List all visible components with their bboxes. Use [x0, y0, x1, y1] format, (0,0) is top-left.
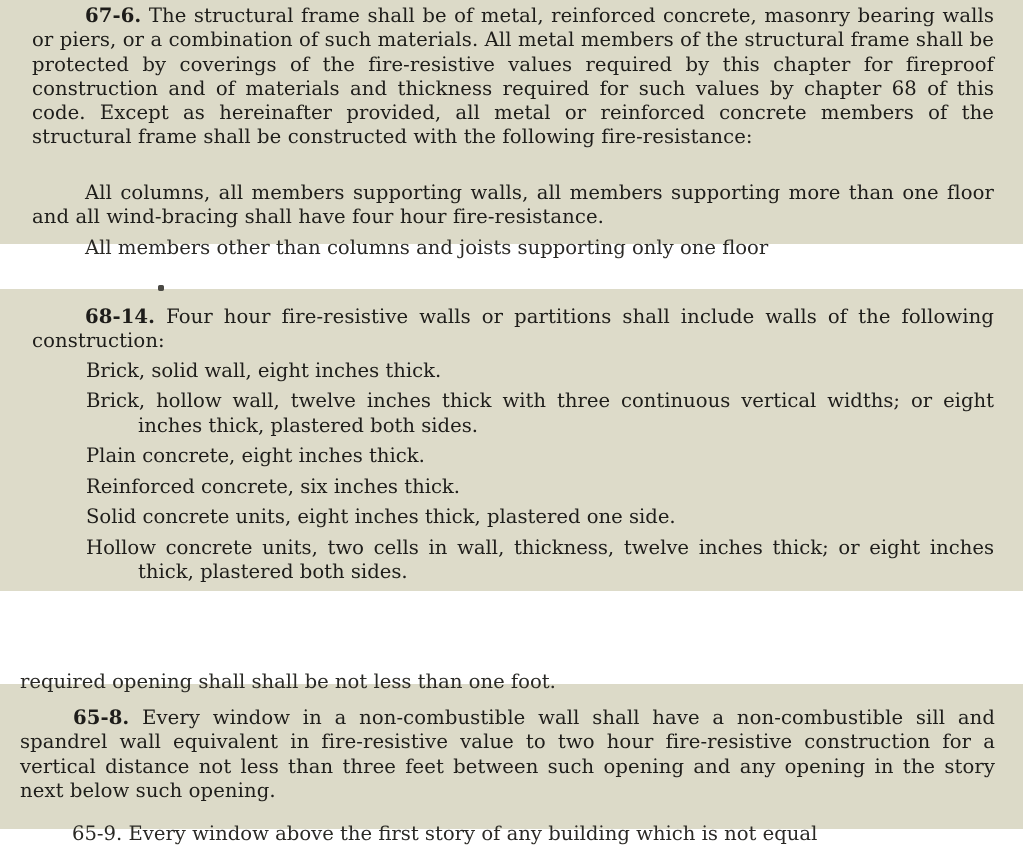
section-number: 67-6.: [85, 4, 142, 27]
paragraph-text: The structural frame shall be of metal, reinforced concrete, masonry bearing walls or piers, or a combination of such materials. All metal members of the structural frame shall be protected by coverings of the fire-resistive values required by this chapter for fireproof construction and of materials and thickness required for such values by chapter 68 of this code. Except as hereinafter provided, all metal or reinforced concrete members of the structural frame shall be constructed with the following fire-resistance:: [32, 4, 994, 149]
list-item: Hollow concrete units, two cells in wall, thickness, twelve inches thick; or eight inches thick, plastered both sides.: [86, 535, 994, 584]
page-excerpt-68-14: [0, 289, 1023, 591]
paragraph-68-14: [32, 305, 994, 354]
page-excerpt-67-6: [0, 0, 1023, 259]
section-number: 65-8.: [73, 706, 130, 729]
cut-off-text-line: 65-9. Every window above the first story of any building which is not equal: [72, 822, 818, 845]
paragraph-text: All columns, all members supporting walls, all members supporting more than one floor and all wind-bracing shall have four hour fire-resistance.: [32, 181, 994, 229]
paragraph-67-6: [32, 4, 994, 150]
cut-off-text-fragment: [158, 285, 164, 291]
cut-off-text-line: required opening shall shall be not less than one foot.: [20, 670, 556, 693]
list-item: Brick, solid wall, eight inches thick.: [86, 359, 442, 382]
page-excerpt-65-8: [0, 670, 1023, 845]
paragraph-text: Four hour fire-resistive walls or partitions shall include walls of the following construction:: [32, 305, 994, 353]
list-item: Plain concrete, eight inches thick.: [86, 444, 425, 468]
cut-off-text-line: All members other than columns and joists supporting only one floor: [85, 236, 769, 259]
construction-list: [86, 359, 994, 591]
list-item: Solid concrete units, eight inches thick, plastered one side.: [86, 505, 676, 529]
section-number: 68-14.: [85, 305, 156, 328]
list-item: Reinforced concrete, six inches thick.: [86, 474, 461, 498]
paragraph-65-8: [20, 706, 995, 803]
paragraph-columns-fire-resistance: [32, 181, 994, 230]
list-item: Brick, hollow wall, twelve inches thick with three continuous vertical widths; or eight inches thick, plastered both sides.: [86, 389, 994, 437]
paragraph-text: Every window in a non-combustible wall shall have a non-combustible sill and spandrel wall equivalent in fire-resistive value to two hour fire-resistive construction for a vertical distance not less than three feet between such opening and any opening in the story next below such opening.: [20, 706, 995, 802]
